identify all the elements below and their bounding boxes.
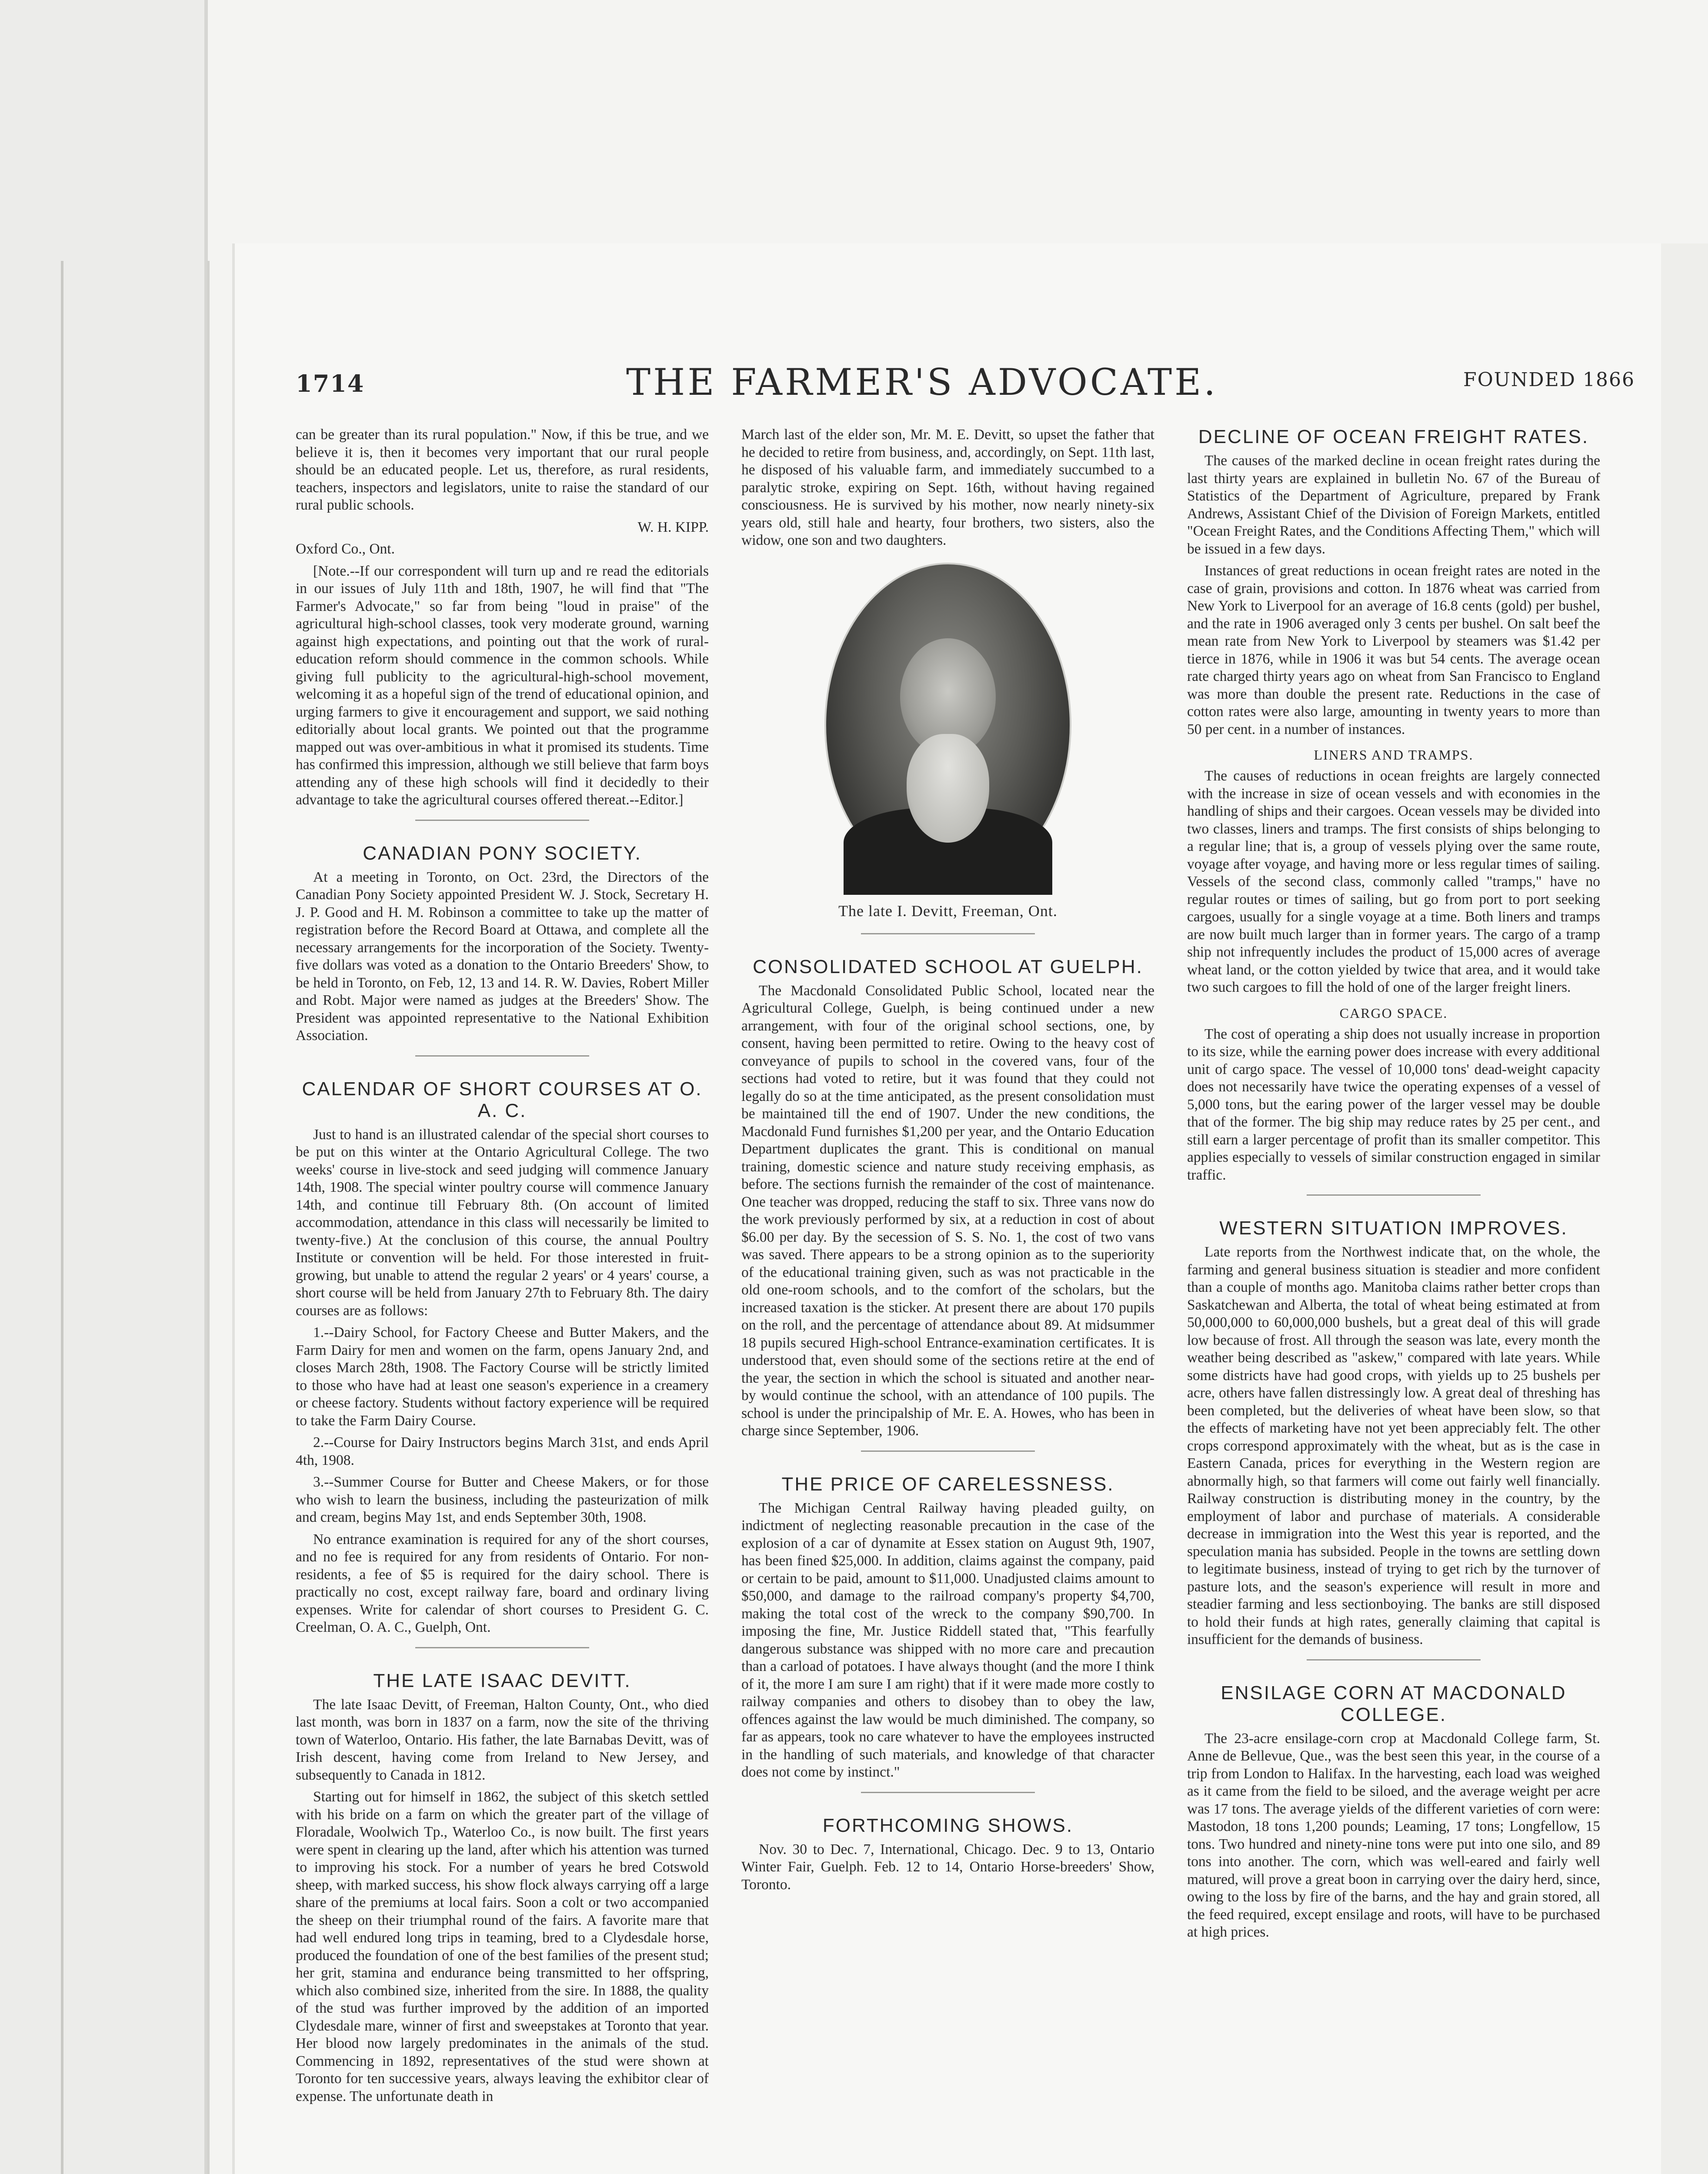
article-consolidated-school: The Macdonald Consolidated Public School, located near the Agricultural College, Guelph, is being continued under a new arrangement, with four of the original school sections, one, by consent, having been permitted to retire. Owing to the heavy cost of conveyance of pupils to school in the covered vans, four of the sections had voted to retire, but it was found that they could not legally do so at the time anticipated, as the present consolidation must be maintained till the end of 1907. Under the new conditions, the Macdonald Fund furnishes $1,200 per year, and the Ontario Education Department duplicates the grant. This is conditional on manual training, domestic science and nature study receiving emphasis, as before. The sections furnish the remainder of the cost of maintenance. One teacher was dropped, reducing the staff to six. Three vans now do the work previously performed by six, at a reduction in cost of about $6.00 per day. By the secession of S. S. No. 1, the cost of two vans was saved. There appears to be a strong opinion as to the superiority of the educational training given, such as was not practicable in the old one-room schools, and to the comfort of the scholars, but the increased taxation is the sticker. At present there are about 170 pupils on the roll, and the percentage of attendance about 89. At midsummer 18 pupils secured High-school Entrance-examination certificates. It is understood that, even should some of the sections retire at the end of the year, the section in which the school is situated and another near-by would continue the school, with an attendance of 100 pupils. The school is under the principalship of Mr. E. A. Howes, who has been in charge since September, 1906. (741, 982, 1154, 1439)
column-1 (296, 426, 709, 2110)
book-page-edges (61, 261, 210, 2174)
portrait-caption: The late I. Devitt, Freeman, Ont. (838, 902, 1057, 920)
article-ensilage: The 23-acre ensilage-corn crop at Macdonald College farm, St. Anne de Bellevue, Que., was the best seen this year, in the course of a trip from London to Halifax. In the harvesting, each load was weighed as it came from the field to be siloed, and the average weight per acre was 17 tons. The average yields of the different varieties of corn were: Mastodon, 18 tons 1,200 pounds; Leaming, 17 tons; Longfellow, 15 tons. Two hundred and ninety-nine tons were put into one silo, and 89 tons into another. The corn, which was well-eared and fairly well matured, will prove a great boon in carrying over the dairy herd, since, owing to the loss by fire of the barns, and the hay and grain stored, all the feed required, except ensilage and roots, will have to be purchased at high prices. (1187, 1730, 1600, 1940)
article-carelessness: The Michigan Central Railway having pleaded guilty, on indictment of neglecting reasonable precaution in the case of the explosion of a car of dynamite at Essex station on August 9th, 1907, has been fined $25,000. In addition, claims against the company, paid or certain to be paid, amount to $11,000. Unadjusted claims amount to $50,000, and damage to the railroad company's property $4,700, making the total cost of the wreck to the company $90,700. In imposing the fine, Mr. Justice Riddell stated that, "This fearfully dangerous substance was shipped with no more care and precaution than a carload of potatoes. I have always thought (and the more I think of it, the more I am sure I am right) that if it were made more costly to railway companies and others to disobey than to obey the law, offences against the law would be much diminished. The company, so far as appears, took no care whatever to have the employees instructed in the handling of such materials, and knowledge of that character does not come by instinct." (741, 1500, 1154, 1780)
portrait-frame (741, 563, 1154, 890)
headline-carelessness: THE PRICE OF CARELESSNESS. (781, 1473, 1114, 1495)
headline-ensilage: ENSILAGE CORN AT MACDONALD COLLEGE. (1221, 1682, 1567, 1725)
newspaper-page (235, 243, 1661, 2174)
journal-title: THE FARMER'S ADVOCATE. (626, 361, 1218, 403)
divider (415, 820, 589, 821)
editor-note: [Note.--If our correspondent will turn up and re read the editorials in our issues of July 11th and 18th, 1907, he will find that "The Farmer's Advocate," so far from being "loud in praise" of the agricultural high-school classes, took very moderate ground, warning against high expectations, and pointing out that the work of rural-education reform should commence in the common schools. While giving full publicity to the agricultural-high-school movement, welcoming it as a hopeful sign of the trend of educational opinion, and urging farmers to give it encouragement and support, we said nothing editorially about local grants. We pointed out that the programme mapped out was over-ambitious in what it promised its students. Time has confirmed this impression, although we still believe that farm boys attending any of these high schools will find it decidedly to their advantage to take the agricultural courses offered thereat.--Editor.] (296, 563, 709, 808)
article-cargo: The cost of operating a ship does not usually increase in proportion to its size, while the earning power does increase with every additional unit of cargo space. The vessel of 10,000 tons' dead-weight capacity does not necessarily have twice the operating expenses of a vessel of 5,000 tons, but the earing power of the larger vessel may be double that of the former. The big ship may reduce rates by 25 per cent., and still earn a larger percentage of profit than its smaller competitor. This applies especially to vessels of similar construction engaged in similar traffic. (1187, 1026, 1600, 1183)
subhead-cargo: CARGO SPACE. (1339, 1005, 1448, 1021)
letter-location: Oxford Co., Ont. (296, 541, 395, 557)
subhead-liners: LINERS AND TRAMPS. (1314, 747, 1474, 763)
divider (861, 1450, 1035, 1452)
column-2 (741, 426, 1154, 1898)
calendar-item: 1.--Dairy School, for Factory Cheese and Butter Makers, and the Farm Dairy for men and women on the farm, opens January 2nd, and closes March 28th, 1908. The Factory Course will be strictly limited to those who have had at least one season's experience in a creamery or cheese factory. Students without factory experience will be required to take the Farm Dairy Course. (296, 1324, 709, 1429)
article-devitt: The late Isaac Devitt, of Freeman, Halton County, Ont., who died last month, was born in 1837 on a farm, now the site of the thriving town of Waterloo, Ontario. His father, the late Barnabas Devitt, was of Irish descent, having come from Ireland to New Jersey, and subsequently to Canada in 1812. (296, 1696, 709, 1783)
calendar-item: 2.--Course for Dairy Instructors begins March 31st, and ends April 4th, 1908. (296, 1434, 709, 1468)
letter-signature: W. H. KIPP. (637, 519, 709, 535)
divider (1307, 1659, 1481, 1661)
headline-freight-rates: DECLINE OF OCEAN FREIGHT RATES. (1198, 426, 1589, 447)
letter-closing: can be greater than its rural population." Now, if this be true, and we believe it is, then it becomes very important that our rural people should be an educated people. Let us, therefore, as rural residents, teachers, inspectors and legislators, unite to raise the standard of our rural public schools. (296, 427, 709, 513)
headline-devitt: THE LATE ISAAC DEVITT. (373, 1670, 631, 1691)
page-fold (1661, 243, 1708, 2174)
headline-calendar: CALENDAR OF SHORT COURSES AT O. A. C. (302, 1078, 703, 1121)
page-number: 1714 (296, 370, 365, 397)
article-shows: Nov. 30 to Dec. 7, International, Chicago. Dec. 9 to 13, Ontario Winter Fair, Guelph. Feb. 12 to 14, Ontario Horse-breeders' Show, Toronto. (741, 1841, 1154, 1893)
divider (1307, 1194, 1481, 1196)
founded-line: FOUNDED 1866 (1463, 369, 1635, 391)
divider (415, 1647, 589, 1648)
headline-western: WESTERN SITUATION IMPROVES. (1219, 1217, 1568, 1239)
article-devitt-continued: March last of the elder son, Mr. M. E. Devitt, so upset the father that he decided to retire from business, and, accordingly, on Sept. 11th last, he disposed of his valuable farm, and immediately succumbed to a paralytic stroke, expiring on Sept. 16th, without having regained consciousness. He is survived by his mother, now nearly ninety-six years old, still hale and hearty, four brothers, two sisters, also the widow, one son and two daughters. (741, 427, 1154, 548)
divider (861, 1792, 1035, 1793)
headline-consolidated-school: CONSOLIDATED SCHOOL AT GUELPH. (753, 956, 1143, 977)
article-western: Late reports from the Northwest indicate that, on the whole, the farming and general business situation is steadier and more confident than a couple of months ago. Manitoba claims rather better crops than Saskatchewan and Alberta, the total of wheat being estimated at from 50,000,000 to 60,000,000 bushels, but a great deal of this will grade low because of frost. All through the season was late, every month the weather being described as "askew," compared with late years. While some districts have had good crops, with yields up to 25 bushels per acre, others have fallen distressingly low. A great deal of threshing has been completed, but the deliveries of wheat have been slow, so that the effects of marketing have not yet been appreciably felt. The other crops correspond approximately with the wheat, but as is the case in Eastern Canada, prices for everything in the Western region are abnormally high, so that farmers will come out fairly well financially. Railway construction is distributing money in the country, by the employment of labor and purchase of materials. A considerable decrease in immigration into the West this year is reported, and the speculation mania has subsided. People in the towns are settling down to legitimate business, instead of trying to get rich by the turnover of pasture lots, and the season's experience will result in more and steadier farming and less sectionboying. The banks are still disposed to hold their funds at high rates, generally claiming that capital is insufficient for the demands of business. (1187, 1244, 1600, 1647)
article-liners: The causes of reductions in ocean freights are largely connected with the increase in size of ocean vessels and with economies in the handling of ships and their cargoes. Ocean vessels may be divided into two classes, liners and tramps. The first consists of ships belonging to a regular line; that is, a group of vessels plying over the same route, voyage after voyage, and having more or less regular times of sailing. Vessels of the second class, commonly called "tramps," have no regular routes or times of sailing, but go from port to port seeking cargoes, usually for a single voyage at a time. Both liners and tramps are now built much larger than in former years. The cargo of a tramp ship not infrequently includes the product of 15,000 acres of average wheat land, or the cotton yielded by twice that area, and it would take two such cargoes to fill the hold of one of the larger freight liners. (1187, 768, 1600, 995)
page-header (296, 361, 1635, 404)
article-freight-rates: The causes of the marked decline in ocean freight rates during the last thirty years are explained in bulletin No. 67 of the Bureau of Statistics of the Department of Agriculture, prepared by Frank Andrews, Assistant Chief of the Division of Foreign Markets, entitled "Ocean Freight Rates, and the Conditions Affecting Them," which will be issued in a few days. (1187, 453, 1600, 557)
divider (861, 933, 1035, 934)
portrait-photo (824, 563, 1071, 888)
calendar-item: 3.--Summer Course for Butter and Cheese Makers, or for those who wish to learn the business, including the pasteurization of milk and cream, begins May 1st, and ends September 30th, 1908. (296, 1474, 709, 1525)
article-calendar: Just to hand is an illustrated calendar of the special short courses to be put on this winter at the Ontario Agricultural College. The two weeks' course in live-stock and seed judging will commence January 14th, 1908. The special winter poultry course will commence January 14th, and continue till February 8th. (On account of limited accommodation, attendance in this class will necessarily be limited to twenty-five.) At the conclusion of this course, the annual Poultry Institute or convention will be held. For those interested in fruit-growing, but unable to attend the regular 2 years' or 4 years' course, a short course will be held from January 27th to February 8th. The dairy courses are as follows: (296, 1126, 709, 1319)
divider (415, 1055, 589, 1057)
calendar-closing: No entrance examination is required for any of the short courses, and no fee is required for any from residents of Ontario. For non-residents, a fee of $5 is required for the dairy school. There is practically no cost, except railway fare, board and ordinary living expenses. Write for calendar of short courses to President G. C. Creelman, O. A. C., Guelph, Ont. (296, 1531, 709, 1635)
article-pony-society: At a meeting in Toronto, on Oct. 23rd, the Directors of the Canadian Pony Society appointed President W. J. Stock, Secretary H. J. P. Good and H. M. Robinson a committee to take up the matter of registration before the Record Board at Ottawa, and complete all the necessary arrangements for the incorporation of the Society. Twenty-five dollars was voted as a donation to the Ontario Breeders' Show, to be held in Toronto, on Feb, 12, 13 and 14. R. W. Davies, Robert Miller and Robt. Major were named as judges at the Breeders' Show. The President was appointed representative to the National Exhibition Association. (296, 869, 709, 1044)
article-devitt: Starting out for himself in 1862, the subject of this sketch settled with his bride on a farm on which the greater part of the village of Floradale, Woolwich Tp., Waterloo Co., is now built. The first years were spent in clearing up the land, after which his attention was turned to improving his stock. For a number of years he bred Cotswold sheep, with marked success, his show flock always carrying off a large share of the premiums at local fairs. Soon a colt or two accompanied the sheep on their triumphal round of the fairs. A favorite mare that had well endured long trips in teaming, bred to a Clydesdale horse, produced the foundation of one of the best families of the present stud; her grit, stamina and endurance being transmitted to her offspring, which also combined size, inherited from the sire. In 1888, the quality of the stud was further improved by the addition of an imported Clydesdale mare, winner of first and sweepstakes at Toronto that year. Her blood now largely predominates in the animals of the stud. Commencing in 1892, representatives of the stud were shown at Toronto for ten successive years, always leaving the exhibitor clear of expense. The unfortunate death in (296, 1789, 709, 2104)
column-3 (1187, 426, 1600, 1946)
headline-shows: FORTHCOMING SHOWS. (822, 1814, 1074, 1836)
headline-pony-society: CANADIAN PONY SOCIETY. (363, 842, 642, 864)
article-freight-rates: Instances of great reductions in ocean freight rates are noted in the case of grain, provisions and cotton. In 1876 wheat was carried from New York to Liverpool for an average of 16.8 cents (gold) per bushel, and the rate in 1906 averaged only 3 cents per bushel. On salt beef the mean rate from New York to Liverpool by steamers was $1.42 per tierce in 1876, while in 1906 it was but 54 cents. The average ocean rate charged thirty years ago on wheat from San Francisco to England was more than double the present rate. Reductions in the case of cotton rates were also large, amounting in twenty years to more than 50 per cent. in a number of instances. (1187, 563, 1600, 737)
